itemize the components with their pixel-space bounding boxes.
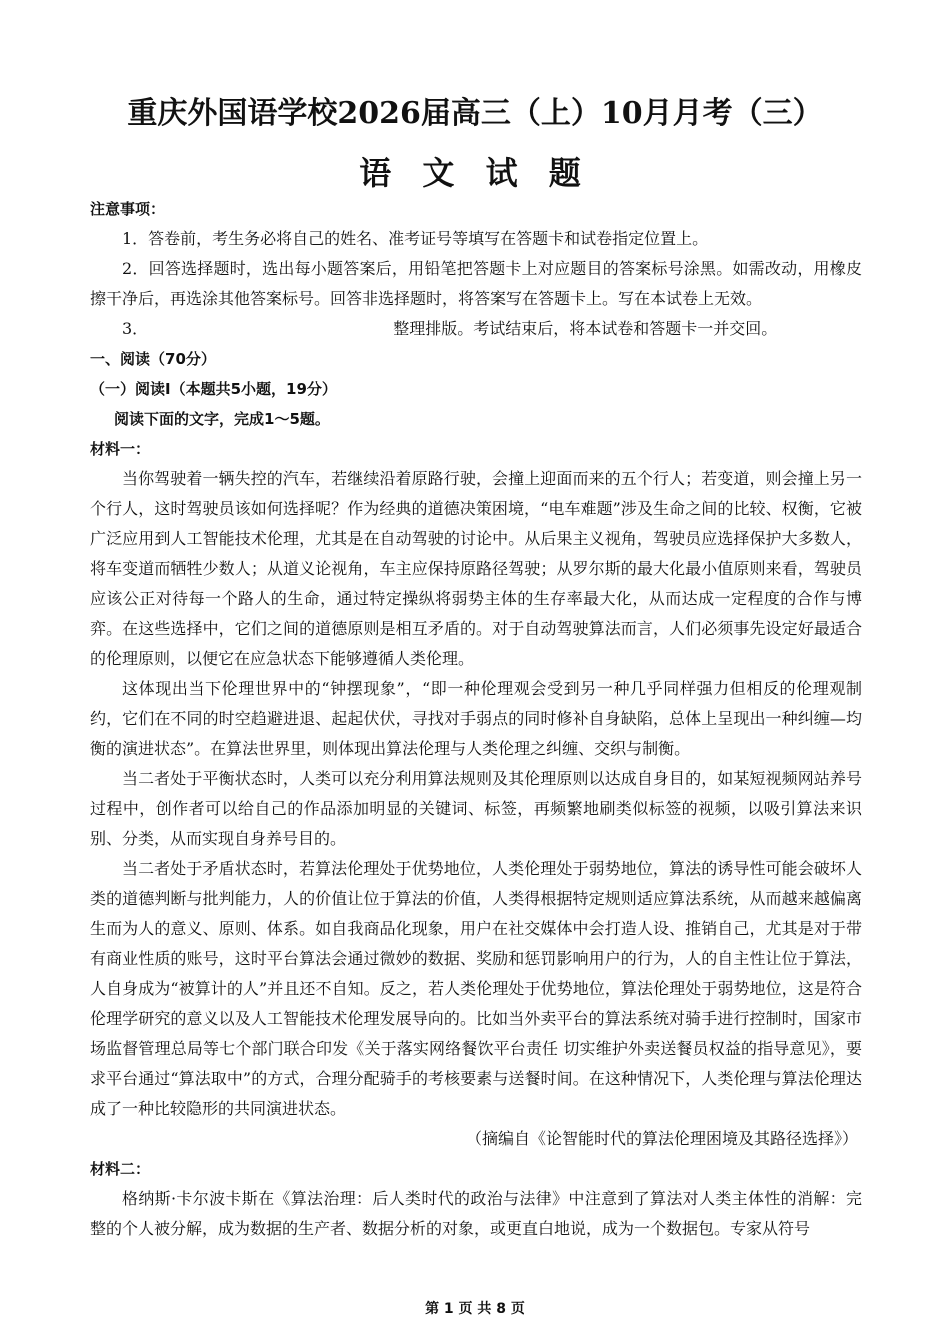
notice-heading: 注意事项： bbox=[90, 200, 166, 218]
material1-label: 材料一： bbox=[90, 440, 151, 458]
notice-item-3-number: 3． bbox=[122, 319, 149, 338]
material2-label: 材料二： bbox=[90, 1160, 151, 1178]
material1-paragraph: 当二者处于平衡状态时，人类可以充分利用算法规则及其伦理原则以达成自身目的，如某短视频网站养号过程中，创作者可以给自己的作品添加明显的关键词、标签，再频繁地刷类似标签的视频，以吸引算法来识别、分类，从而实现自身养号目的。 bbox=[90, 769, 862, 848]
material1-source: （摘编自《论智能时代的算法伦理困境及其路径选择》） bbox=[465, 1129, 858, 1148]
notice-item-2: 2．回答选择题时，选出每小题答案后，用铅笔把答题卡上对应题目的答案标号涂黑。如需改动，用橡皮擦干净后，再选涂其他答案标号。回答非选择题时，将答案写在答题卡上。写在本试卷上无效。 bbox=[90, 259, 862, 308]
section-sub-heading: （一）阅读Ⅰ（本题共5小题，19分） bbox=[90, 380, 337, 398]
exam-subject-title: 语 文 试 题 bbox=[359, 154, 591, 192]
section-instruction: 阅读下面的文字，完成1～5题。 bbox=[114, 410, 330, 428]
section-heading: 一、阅读（70分） bbox=[90, 350, 216, 368]
material2-paragraph: 格纳斯·卡尔波卡斯在《算法治理：后人类时代的政治与法律》中注意到了算法对人类主体性的消解：完整的个人被分解，成为数据的生产者、数据分析的对象，或更直白地说，成为一个数据包。专家从符号 bbox=[90, 1189, 862, 1238]
exam-title: 重庆外国语学校2026届高三（上）10月月考（三） bbox=[127, 96, 823, 131]
page-number: 第 1 页 共 8 页 bbox=[425, 1301, 525, 1317]
notice-item-3 bbox=[90, 314, 862, 344]
exam-content bbox=[90, 194, 862, 1244]
notice-item-1: 1．答卷前，考生务必将自己的姓名、准考证号等填写在答题卡和试卷指定位置上。 bbox=[122, 229, 709, 248]
material1-paragraph: 当你驾驶着一辆失控的汽车，若继续沿着原路行驶，会撞上迎面而来的五个行人；若变道，则会撞上另一个行人，这时驾驶员该如何选择呢？作为经典的道德决策困境，“电车难题”涉及生命之间的比较、权衡，它被广泛应用到人工智能技术伦理，尤其是在自动驾驶的讨论中。从后果主义视角，驾驶员应选择保护大多数人，将车变道而牺牲少数人；从道义论视角，车主应保持原路径驾驶；从罗尔斯的最大化最小值原则来看，驾驶员应该公正对待每一个路人的生命，通过特定操纵将弱势主体的生存率最大化，从而达成一定程度的合作与博弈。在这些选择中，它们之间的道德原则是相互矛盾的。对于自动驾驶算法而言，人们必须事先设定好最适合的伦理原则，以便它在应急状态下能够遵循人类伦理。 bbox=[90, 469, 862, 668]
notice-item-3-text: 整理排版。考试结束后，将本试卷和答题卡一并交回。 bbox=[393, 319, 778, 338]
material1-paragraph: 这体现出当下伦理世界中的“钟摆现象”，“即一种伦理观会受到另一种几乎同样强力但相反的伦理观制约，它们在不同的时空趋避进退、起起伏伏，寻找对手弱点的同时修补自身缺陷，总体上呈现出一种纠缠—均衡的演进状态”。在算法世界里，则体现出算法伦理与人类伦理之纠缠、交织与制衡。 bbox=[90, 679, 862, 758]
material1-paragraph: 当二者处于矛盾状态时，若算法伦理处于优势地位，人类伦理处于弱势地位，算法的诱导性可能会破坏人类的道德判断与批判能力，人的价值让位于算法的价值，人类得根据特定规则适应算法系统，从而越来越偏离生而为人的意义、原则、体系。如自我商品化现象，用户在社交媒体中会打造人设、推销自己，尤其是对于带有商业性质的账号，这时平台算法会通过微妙的数据、奖励和惩罚影响用户的行为，人的自主性让位于算法，人自身成为“被算计的人”并且还不自知。反之，若人类伦理处于优势地位，算法伦理处于弱势地位，这是符合伦理学研究的意义以及人工智能技术伦理发展导向的。比如当外卖平台的算法系统对骑手进行控制时，国家市场监督管理总局等七个部门联合印发《关于落实网络餐饮平台责任 切实维护外卖送餐员权益的指导意见》，要求平台通过“算法取中”的方式，合理分配骑手的考核要素与送餐时间。在这种情况下，人类伦理与算法伦理达成了一种比较隐形的共同演进状态。 bbox=[90, 859, 862, 1118]
